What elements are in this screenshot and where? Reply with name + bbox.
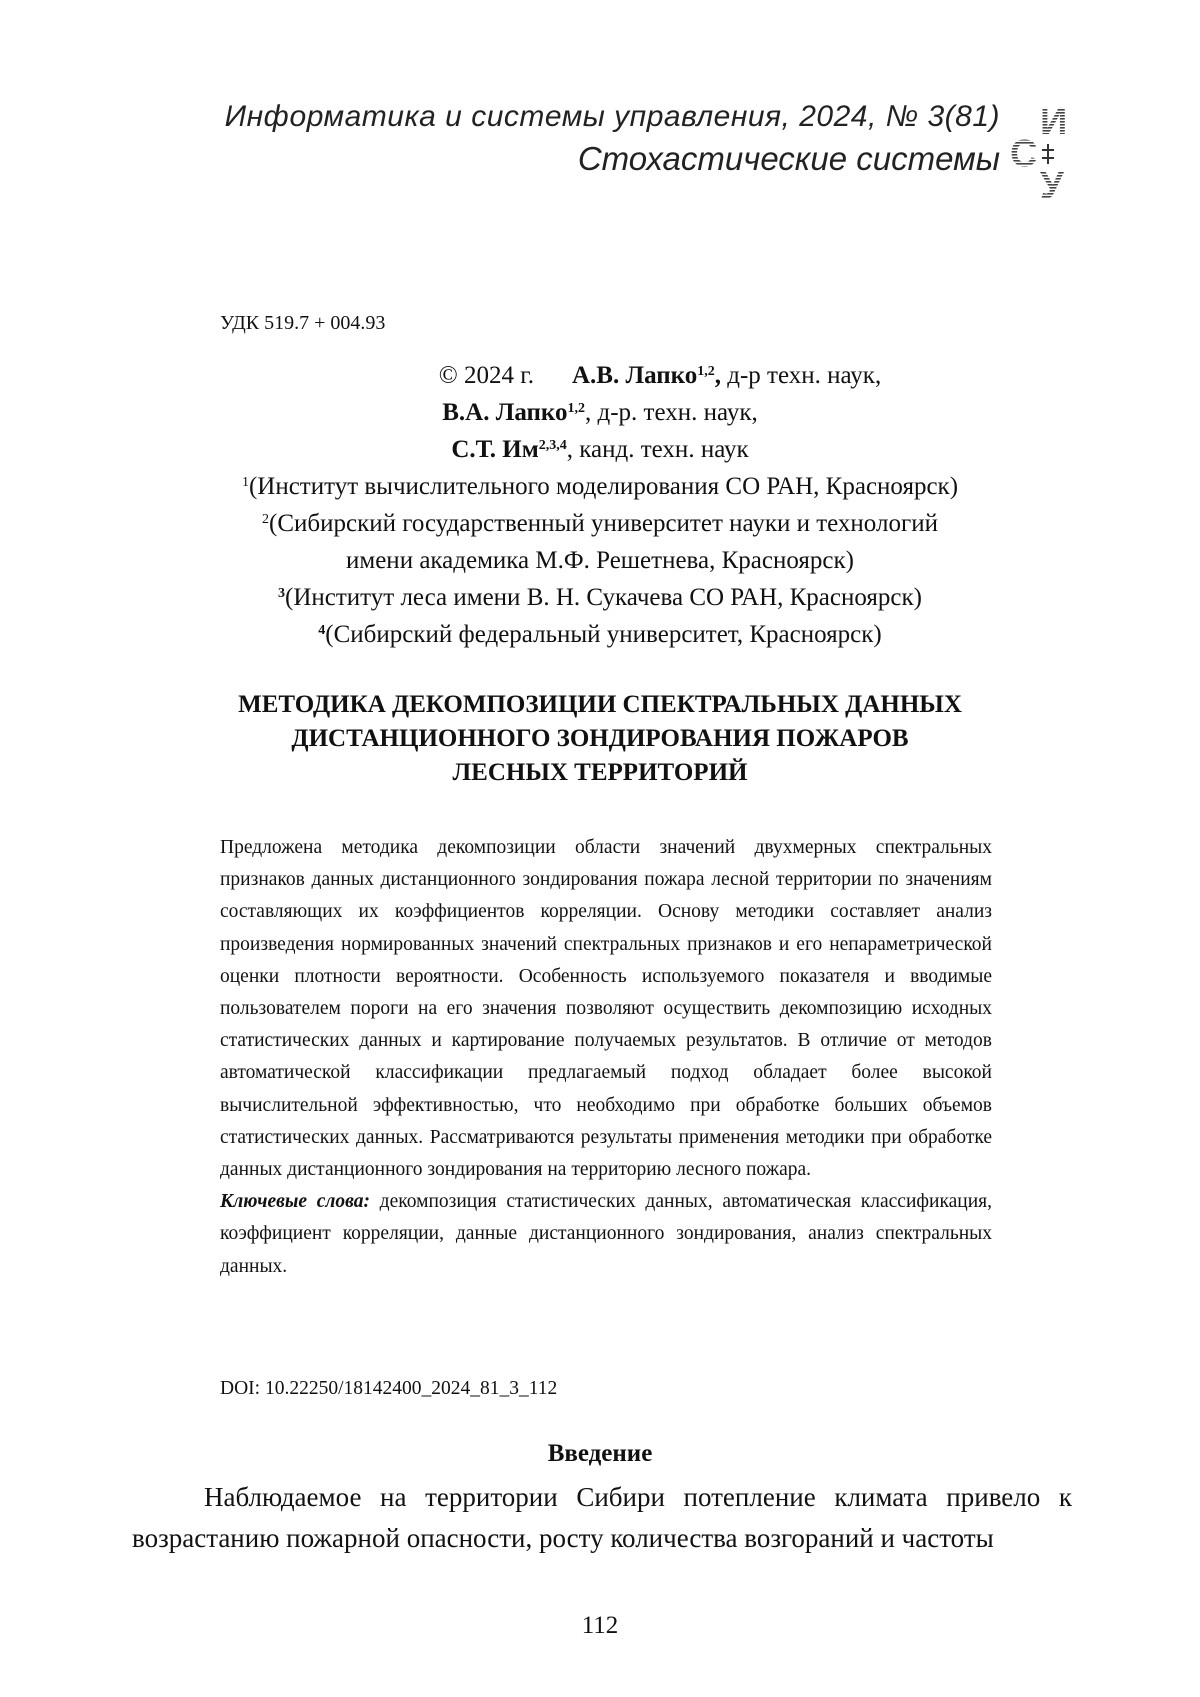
affiliation-sup: 3 [278,586,286,601]
affiliation-sup: 4 [318,623,326,638]
author-degree: д-р техн. наук, [720,362,882,389]
abstract-text: Предложена методика декомпозиции области значений двухмерных спектральных признаков данных дистанционного зондирования пожара лесной территории по значениям составляющих их коэффициентов корреляции. Основу методики составляет анализ произведения нормированных значений спектральных признаков и его непараметрической оценки плотности вероятности. Особенность используемого показателя и вводимые пользователем пороги на его значения позволяют осуществить декомпозицию исходных статистических данных и картирование получаемых результатов. В отличие от методов автоматической классификации предлагаемый подход обладает более высокой вычислительной эффективностью, что необходимо при обработке больших объемов статистических данных. Рассматриваются результаты применения методики при обработке данных дистанционного зондирования на территорию лесного пожара. [220,837,992,1181]
author-name: А.В. Лапко [571,362,698,389]
affiliation [0,579,1200,616]
logo-letter-i: И [1040,101,1068,143]
author-degree: , канд. техн. наук [566,436,749,463]
keywords [220,1186,992,1283]
page-number: 112 [581,1612,619,1639]
author-affiliation-sup: 1,2 [567,401,586,416]
abstract [220,832,992,1283]
affiliation-text: (Институт вычислительного моделирования СО РАН, Красноярск) [248,473,959,500]
journal-title: Информатика и системы управления, 2024, № 3(81) [224,100,1000,133]
affiliation-text: (Сибирский государственный университет науки и технологий [269,510,938,537]
section-heading: Введение [547,1440,653,1467]
intro-text: Наблюдаемое на территории Сибири потепление климата привело к возрастанию пожарной опасности, росту количества возгораний и частоты [132,1482,1072,1553]
affiliation [0,505,1200,542]
copyright-year: © 2024 г. [438,362,534,389]
affiliation [0,616,1200,653]
logo-letter-u: У [1040,165,1064,200]
author-row [0,394,1200,431]
author-name: В.А. Лапко [442,399,568,426]
author-separator: , [714,362,721,389]
logo-letter-s: С [1010,133,1038,175]
author-block [0,357,1200,653]
author-row [0,357,1200,394]
affiliation-sup: 1 [241,475,249,490]
affiliation-text: (Институт леса имени В. Н. Сукачева СО РАН, Красноярск) [285,584,922,611]
author-name: С.Т. Им [451,436,539,463]
intro-paragraph [132,1477,1072,1559]
udk-code: УДК 519.7 + 004.93 [220,312,386,334]
article-title [0,688,1200,790]
title-line: ДИСТАНЦИОННОГО ЗОНДИРОВАНИЯ ПОЖАРОВ [291,725,909,752]
affiliation-text: имени академика М.Ф. Решетнева, Красноярск) [346,547,854,574]
doi: DOI: 10.22250/18142400_2024_81_3_112 [220,1378,558,1399]
running-header [225,100,1000,178]
journal-logo [1010,100,1074,200]
keywords-label: Ключевые слова: [220,1191,370,1213]
section-title: Стохастические системы [577,140,1000,177]
author-affiliation-sup: 1,2 [697,364,715,379]
title-line: МЕТОДИКА ДЕКОМПОЗИЦИИ СПЕКТРАЛЬНЫХ ДАННЫХ [238,691,962,718]
author-row [0,431,1200,468]
title-line: ЛЕСНЫХ ТЕРРИТОРИЙ [452,759,748,786]
affiliation-sup: 2 [262,512,269,527]
keywords-text: декомпозиция статистических данных, автоматическая классификация, коэффициент корреляции, данные дистанционного зондирования, анализ спектральных данных. [220,1191,992,1277]
author-affiliation-sup: 2,3,4 [538,438,567,453]
affiliation [0,468,1200,505]
affiliation-text: (Сибирский федеральный университет, Красноярск) [325,621,882,648]
affiliation [0,542,1200,579]
author-degree: , д-р. техн. наук, [585,399,758,426]
